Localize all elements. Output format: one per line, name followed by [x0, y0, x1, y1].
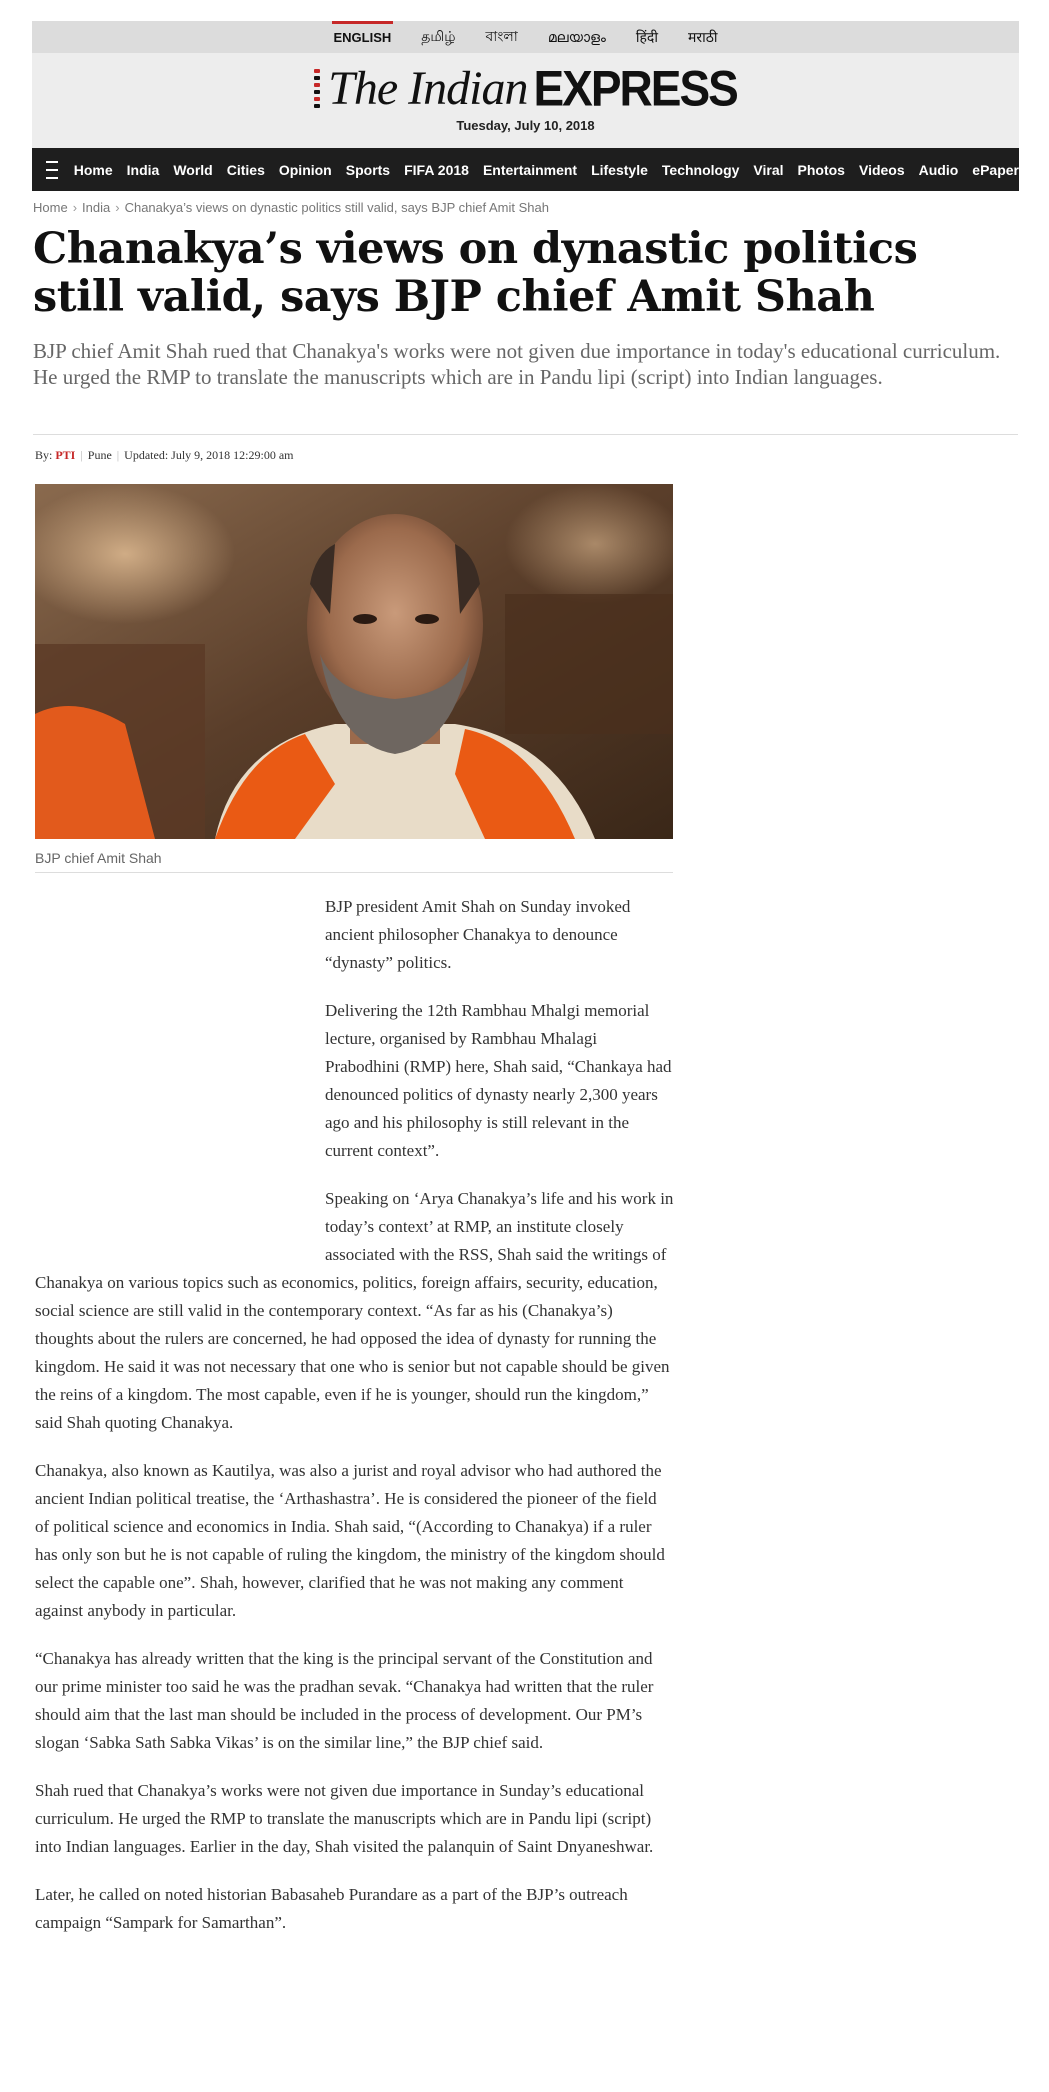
logo-text-the-indian: The Indian — [328, 62, 528, 115]
divider — [33, 434, 1018, 435]
language-bar — [32, 21, 1019, 53]
language-link-tamil[interactable]: தமிழ் — [421, 27, 456, 44]
main-nav — [32, 148, 1019, 191]
nav-item-home[interactable]: Home — [73, 161, 113, 178]
nav-item-india[interactable]: India — [126, 161, 160, 178]
article-paragraph: Later, he called on noted historian Babasaheb Purandare as a part of the BJP’s outreach campaign “Sampark for Samarthan”. — [35, 1885, 628, 1932]
ad-slot-placeholder — [35, 893, 325, 1263]
article-paragraph: BJP president Amit Shah on Sunday invoked ancient philosopher Chanakya to denounce “dynasty” politics. — [325, 897, 631, 972]
breadcrumb-current: Chanakya’s views on dynastic politics still valid, says BJP chief Amit Shah — [124, 200, 549, 215]
language-link-english[interactable]: ENGLISH — [333, 29, 392, 45]
nav-item-lifestyle[interactable]: Lifestyle — [591, 161, 648, 178]
article-paragraph: Speaking on ‘Arya Chanakya’s life and his work in today’s context’ at RMP, an institute closely associated with the RSS, Shah said the writings of Chanakya on various topics such as economics, politics, foreign affairs, security, education, social science are still valid in the contemporary context. “As far as his (Chanakya’s) thoughts about the rulers are concerned, he had opposed the idea of dynasty for running the kingdom. He said it was not necessary that one who is senior but not capable should be given the reins of a kingdom. The most capable, even if he is younger, should run the kingdom,” said Shah quoting Chanakya. — [35, 1189, 674, 1432]
nav-item-entertainment[interactable]: Entertainment — [482, 161, 578, 178]
breadcrumb-separator-icon: › — [115, 200, 120, 215]
portrait-photo — [35, 484, 673, 839]
image-caption: BJP chief Amit Shah — [35, 850, 162, 866]
article-hero-image — [35, 484, 673, 839]
byline-prefix: By: — [35, 448, 53, 462]
nav-item-photos[interactable]: Photos — [797, 161, 845, 178]
article-paragraph: Delivering the 12th Rambhau Mhalgi memorial lecture, organised by Rambhau Mhalagi Prabodhini (RMP) here, Shah said, “Chankaya had denounced politics of dynasty nearly 2,300 years ago and his philosophy is still relevant in the current context”. — [325, 1001, 672, 1160]
language-link-bangla[interactable]: বাংলা — [485, 28, 518, 44]
masthead — [32, 53, 1019, 148]
breadcrumb-home[interactable]: Home — [33, 200, 68, 215]
article-body — [35, 893, 675, 1957]
byline-separator: | — [80, 448, 83, 462]
nav-item-sports[interactable]: Sports — [345, 161, 391, 178]
breadcrumb-section[interactable]: India — [82, 200, 111, 215]
byline-separator: | — [116, 448, 120, 462]
article-paragraph: Chanakya, also known as Kautilya, was also a jurist and royal advisor who had authored the ancient Indian political treatise, the ‘Arthashastra’. He is considered the pioneer of the field of political science and economics in India. Shah said, “(According to Chanakya) if a ruler has only son but he is not capable of ruling the kingdom, the ministry of the kingdom should select the capable one”. Shah, however, clarified that he was not making any comment against anybody in particular. — [35, 1461, 665, 1620]
breadcrumb — [33, 200, 549, 215]
breadcrumb-separator-icon: › — [72, 200, 78, 215]
byline-author[interactable]: PTI — [55, 448, 76, 462]
nav-item-opinion[interactable]: Opinion — [278, 161, 332, 178]
byline-updated: Updated: July 9, 2018 12:29:00 am — [124, 448, 294, 462]
nav-item-videos[interactable]: Videos — [858, 161, 905, 178]
article-synopsis: BJP chief Amit Shah rued that Chanakya's works were not given due importance in today's educational curriculum. He urged the RMP to translate the manuscripts which are in Pandu lipi (script) into Indian languages. — [33, 339, 1001, 389]
article-byline — [35, 448, 294, 463]
nav-item-technology[interactable]: Technology — [661, 161, 740, 178]
nav-item-cities[interactable]: Cities — [226, 161, 265, 178]
article-paragraph: “Chanakya has already written that the king is the principal servant of the Constitution and our prime minister too said he was the pradhan sevak. “Chanakya had written that the ruler should aim that the last man should be included in the process of development. Our PM’s slogan ‘Sabka Sath Sabka Vikas’ is on the similar line,” the BJP chief said. — [35, 1649, 654, 1752]
logo-text-express: EXPRESS — [533, 59, 737, 117]
site-logo[interactable] — [32, 61, 1019, 116]
language-link-malayalam[interactable]: മലയാളം — [547, 28, 606, 45]
article-paragraph: Shah rued that Chanakya’s works were not given due importance in Sunday’s educational curriculum. He urged the RMP to translate the manuscripts which are in Pandu lipi (script) into Indian languages. Earlier in the day, Shah visited the palanquin of Saint Dnyaneshwar. — [35, 1781, 654, 1856]
nav-item-viral[interactable]: Viral — [753, 161, 784, 178]
nav-item-world[interactable]: World — [173, 161, 213, 178]
logo-mark-icon — [314, 69, 320, 109]
byline-location: Pune — [87, 448, 112, 462]
article-headline: Chanakya’s views on dynastic politics still valid, says BJP chief Amit Shah — [33, 224, 918, 322]
nav-item-fifa-2018[interactable]: FIFA 2018 — [404, 161, 469, 178]
hamburger-menu-icon[interactable] — [46, 161, 58, 179]
edition-date: Tuesday, July 10, 2018 — [456, 118, 595, 133]
divider — [35, 872, 673, 873]
language-link-hindi[interactable]: हिंदी — [635, 28, 658, 45]
language-link-marathi[interactable]: मराठी — [688, 28, 718, 45]
nav-item-epaper[interactable]: ePaper — [972, 161, 1019, 178]
nav-item-audio[interactable]: Audio — [918, 161, 959, 178]
